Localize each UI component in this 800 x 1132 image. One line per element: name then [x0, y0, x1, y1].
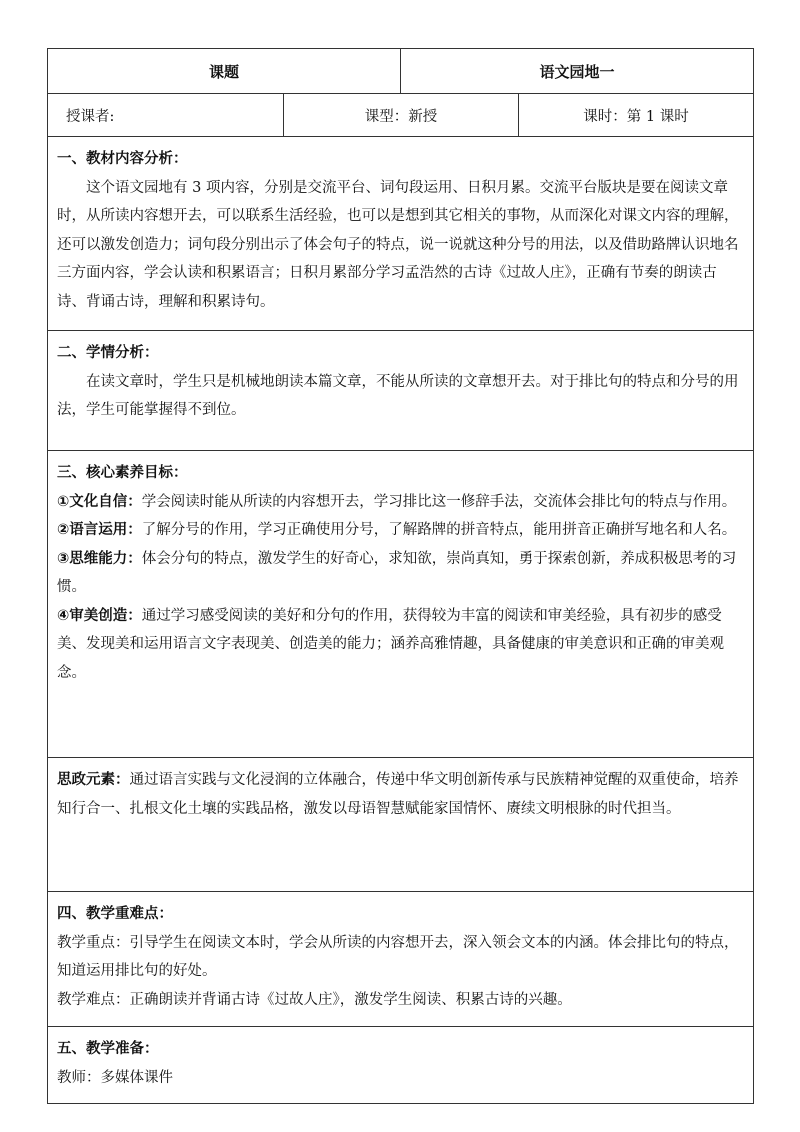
students-heading: 二、学情分析： — [57, 345, 159, 361]
difficult-point-text: 教学难点：正确朗读并背诵古诗《过故人庄》，激发学生阅读、积累古诗的兴趣。 — [57, 991, 572, 1008]
goal-text: 学会阅读时能从所读的内容想开去，学习排比这一修辞手法，交流体会排比句的特点与作用。 — [141, 493, 737, 510]
teacher-cell: 授课者: — [48, 94, 284, 137]
goal-label: ②语言运用： — [57, 522, 142, 538]
students-section — [48, 331, 754, 451]
prep-heading: 五、教学准备： — [57, 1041, 159, 1057]
material-section — [48, 137, 754, 331]
ideology-label: 思政元素： — [57, 772, 130, 788]
goal-label: ③思维能力： — [57, 550, 142, 567]
ideology-section — [48, 758, 754, 892]
goal-text: 体会分句的特点，激发学生的好奇心，求知欲，崇尚真知，勇于探索创新，养成积极思考的习惯。 — [57, 550, 737, 595]
ideology-text: 通过语言实践与文化浸润的立体融合，传递中华文明创新传承与民族精神觉醒的双重使命，培养知行合一、扎根文化土壤的实践品格，激发以母语智慧赋能家国情怀、赓续文明根脉的时代担当。 — [57, 772, 739, 817]
keypoints-section-row — [48, 892, 754, 1027]
keypoints-section — [48, 892, 754, 1027]
goal-text: 了解分号的作用，学习正确使用分号，了解路牌的拼音特点，能用拼音正确拼写地名和人名。 — [141, 522, 737, 538]
material-section-row — [48, 137, 754, 331]
meta-row — [48, 94, 754, 137]
prep-section-row — [48, 1027, 754, 1104]
goals-heading: 三、核心素养目标： — [57, 465, 188, 481]
goal-label: ④审美创造： — [57, 607, 142, 624]
students-text: 在读文章时，学生只是机械地朗读本篇文章，不能从所读的文章想开去。对于排比句的特点和分号的用法，学生可能掌握得不到位。 — [57, 373, 739, 418]
goal-label: ①文化自信： — [57, 493, 142, 510]
lesson-plan-sheet — [47, 48, 753, 1104]
lesson-plan-table — [47, 48, 754, 1104]
lesson-time-cell: 课时：第 1 课时 — [519, 94, 754, 137]
students-section-row — [48, 331, 754, 451]
goal-text: 通过学习感受阅读的美好和分句的作用，获得较为丰富的阅读和审美经验，具有初步的感受美、发现美和运用语言文字表现美、创造美的能力；涵养高雅情趣，具备健康的审美意识和正确的审美观念。 — [57, 607, 724, 681]
goals-section — [48, 451, 754, 758]
ideology-paragraph — [57, 766, 745, 823]
key-point-text: 教学重点：引导学生在阅读文本时，学会从所读的内容想开去，深入领会文本的内涵。体会排比句的特点，知道运用排比句的好处。 — [57, 934, 739, 979]
material-heading: 一、教材内容分析： — [57, 151, 188, 167]
keypoints-heading: 四、教学重难点： — [57, 906, 173, 922]
goal-item-aesthetic — [57, 602, 745, 688]
material-text: 这个语文园地有 3 项内容，分别是交流平台、词句段运用、日积月累。交流平台版块是要在阅读文章时，从所读内容想开去，可以联系生活经验，也可以是想到其它相关的事物，从而深化对课文内容的理解，还可以激发创造力；词句段分别出示了体会句子的特点，说一说就这种分号的用法，以及借助路牌认识地名三方面内容，学会认读和积累语言；日积月累部分学习孟浩然的古诗《过故人庄》，正确有节奏的朗读古诗、背诵古诗，理解和积累诗句。 — [57, 179, 739, 310]
title-row — [48, 49, 754, 94]
goal-item-culture — [57, 488, 745, 517]
prep-text: 教师：多媒体课件 — [57, 1069, 173, 1086]
prep-section — [48, 1027, 754, 1104]
lesson-type-cell: 课型：新授 — [284, 94, 519, 137]
ideology-section-row — [48, 758, 754, 892]
goals-section-row — [48, 451, 754, 758]
goal-item-language — [57, 516, 745, 545]
goal-item-thinking — [57, 545, 745, 602]
title-label: 课题 — [48, 49, 401, 94]
title-value: 语文园地一 — [401, 49, 754, 94]
